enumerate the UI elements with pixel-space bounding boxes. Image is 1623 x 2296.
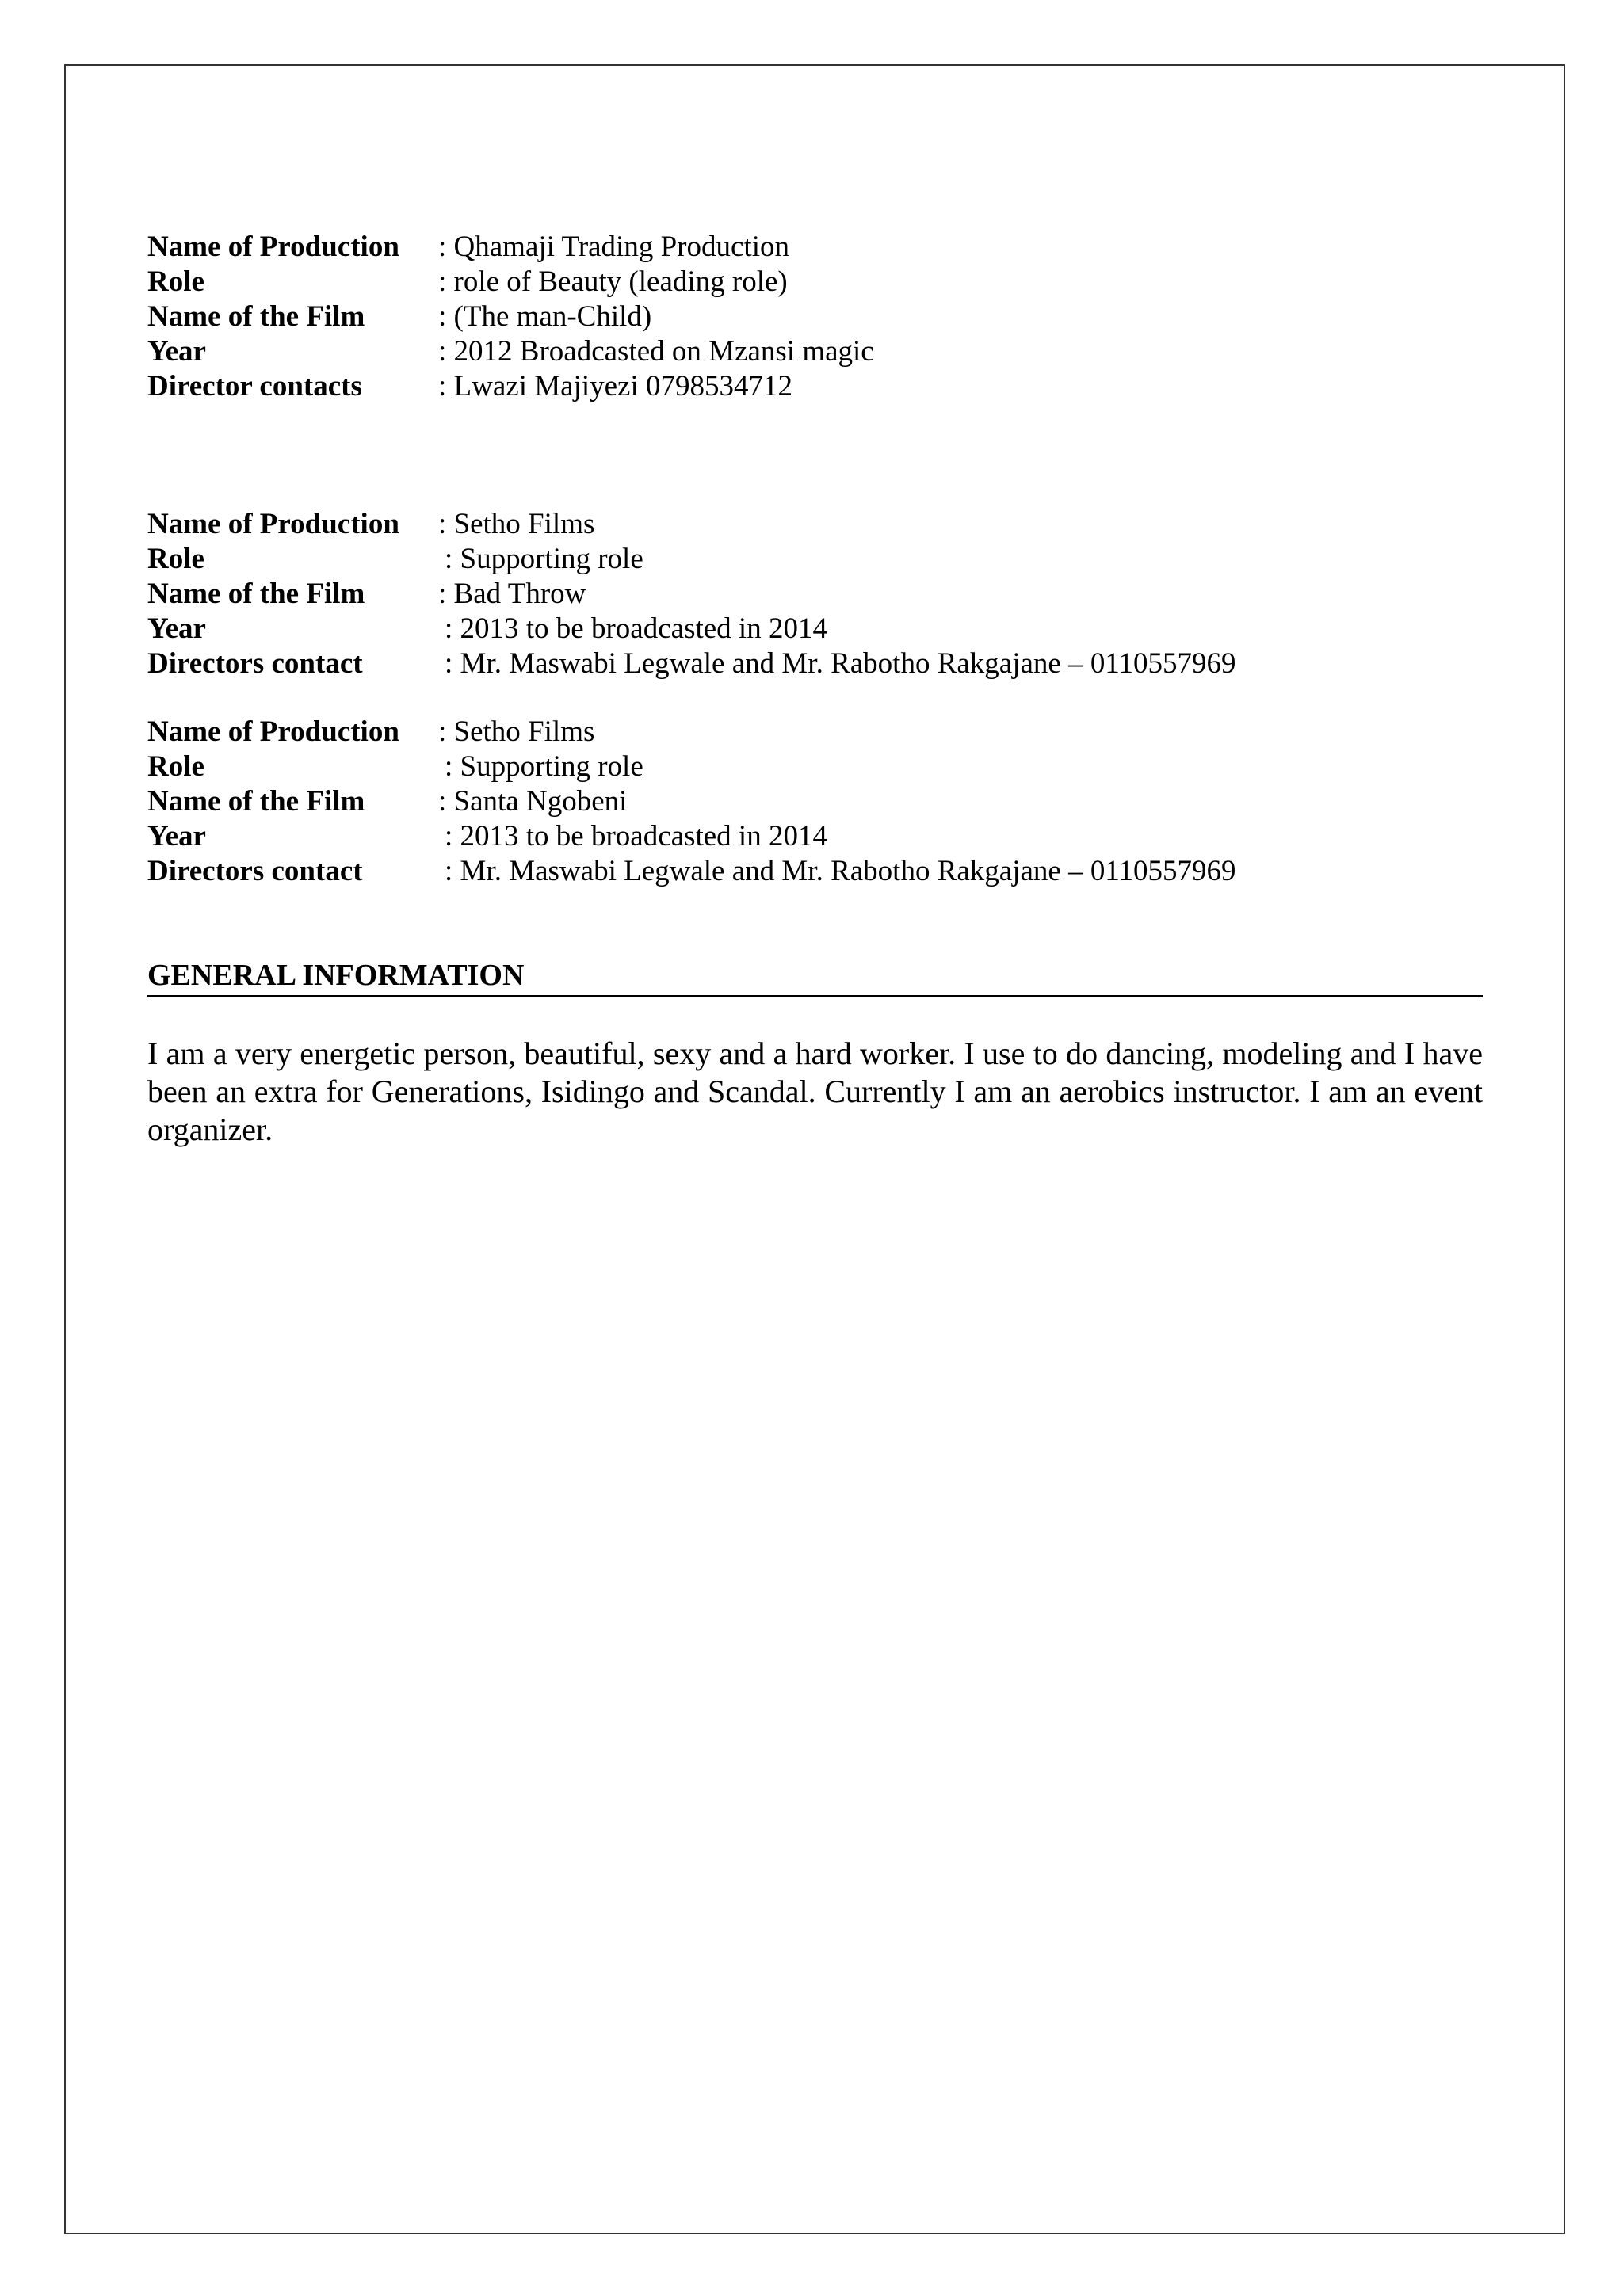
field-value: : Setho Films	[438, 715, 595, 748]
field-label: Role	[147, 543, 204, 575]
general-information-paragraph: I am a very energetic person, beautiful, sexy and a hard worker. I use to do dancing, modeling and I have been an extra for Generations, Isidingo and Scandal. Currently I am an aerobics instructor. I am an event organizer.	[147, 1035, 1483, 1147]
field-label: Role	[147, 265, 204, 298]
field-value: : role of Beauty (leading role)	[438, 265, 788, 298]
field-value: : Qhamaji Trading Production	[438, 231, 789, 263]
field-value: : 2012 Broadcasted on Mzansi magic	[438, 335, 874, 368]
field-value: : 2013 to be broadcasted in 2014	[445, 820, 827, 852]
field-label: Role	[147, 750, 204, 783]
field-label: Name of Production	[147, 715, 399, 748]
field-value: : Supporting role	[445, 750, 643, 783]
general-information-heading: GENERAL INFORMATION	[147, 953, 1483, 997]
field-label: Name of the Film	[147, 300, 365, 333]
field-value: : Setho Films	[438, 508, 595, 540]
field-label: Year	[147, 612, 206, 645]
field-value: : (The man-Child)	[438, 300, 652, 333]
field-value: : 2013 to be broadcasted in 2014	[445, 612, 827, 645]
field-value: : Bad Throw	[438, 578, 586, 610]
field-value: : Supporting role	[445, 543, 643, 575]
field-value: : Lwazi Majiyezi 0798534712	[438, 370, 792, 402]
field-value: : Santa Ngobeni	[438, 785, 628, 818]
field-label: Director contacts	[147, 370, 362, 402]
field-label: Name of Production	[147, 508, 399, 540]
field-label: Year	[147, 335, 206, 368]
field-label: Directors contact	[147, 855, 363, 887]
field-label: Name of the Film	[147, 578, 365, 610]
field-value: : Mr. Maswabi Legwale and Mr. Rabotho Rakgajane – 0110557969	[445, 855, 1236, 887]
field-label: Year	[147, 820, 206, 852]
field-label: Name of the Film	[147, 785, 365, 818]
field-label: Directors contact	[147, 647, 363, 680]
field-label: Name of Production	[147, 231, 399, 263]
field-value: : Mr. Maswabi Legwale and Mr. Rabotho Rakgajane – 0110557969	[445, 647, 1236, 680]
